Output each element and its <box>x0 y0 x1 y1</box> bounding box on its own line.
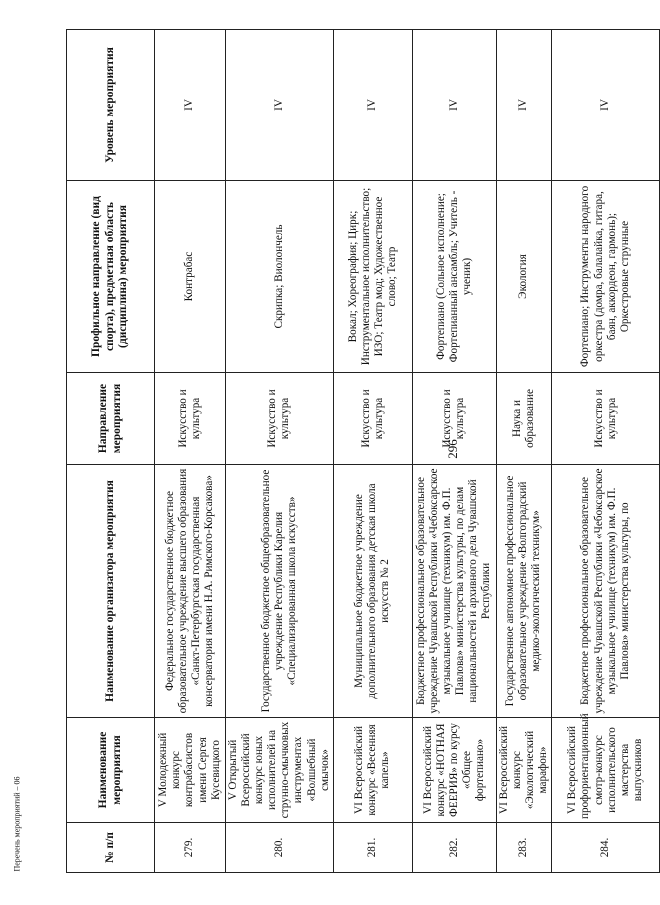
cell-event-name: V Молодежный конкурс контрабасистов имени Сергея Кусевицкого <box>155 718 226 823</box>
table-row <box>226 30 334 873</box>
cell-direction: Искусство и культура <box>412 373 496 465</box>
rotated-table-container <box>66 30 644 873</box>
cell-number: 281. <box>333 823 412 873</box>
cell-profile: Вокал; Хореография; Цирк; Инструментальное исполнительство; ИЗО; Театр мод; Художественное слово; Театр <box>333 181 412 373</box>
header-profile: Профильное направление (вид спорта), предметная область (дисциплина) мероприятия <box>67 181 155 373</box>
cell-direction: Искусство и культура <box>333 373 412 465</box>
cell-number: 282. <box>412 823 496 873</box>
cell-number: 280. <box>226 823 334 873</box>
cell-profile: Экология <box>496 181 551 373</box>
cell-direction: Искусство и культура <box>226 373 334 465</box>
cell-number: 283. <box>496 823 551 873</box>
cell-event-name: V Открытый Всероссийский конкурс юных исполнителей на струнно-смычковых инструментах «Волшебный смычок» <box>226 718 334 823</box>
table-header-row <box>67 30 155 873</box>
header-organizer: Наименование организатора мероприятия <box>67 465 155 718</box>
cell-event-name: VI Всероссийский конкурс «Весенняя капель» <box>333 718 412 823</box>
cell-profile: Контрабас <box>155 181 226 373</box>
header-event-name: Наименование мероприятия <box>67 718 155 823</box>
cell-level: IV <box>155 30 226 181</box>
cell-direction: Искусство и культура <box>552 373 660 465</box>
table-row <box>412 30 496 873</box>
cell-level: IV <box>552 30 660 181</box>
cell-organizer: Государственное бюджетное общеобразовательное учреждение Республики Карелия «Специализированная школа искусств» <box>226 465 334 718</box>
cell-event-name: VI Всероссийский конкурс «Экологический марафон» <box>496 718 551 823</box>
cell-organizer: Федеральное государственное бюджетное образовательное учреждение высшего образования «Санкт-Петербургская государственная консерватория имени Н.А. Римского-Корсакова» <box>155 465 226 718</box>
table-row <box>333 30 412 873</box>
cell-profile: Скрипка; Виолончель <box>226 181 334 373</box>
header-direction: Направление мероприятия <box>67 373 155 465</box>
cell-level: IV <box>333 30 412 181</box>
events-table <box>66 29 660 873</box>
cell-direction: Наука и образование <box>496 373 551 465</box>
cell-organizer: Муниципальное бюджетное учреждение дополнительного образования детская школа искусств № 2 <box>333 465 412 718</box>
cell-profile: Фортепиано; Инструменты народного оркестра (домра, балалайка, гитара, баян, аккордеон, гармонь); Оркестровые струнные <box>552 181 660 373</box>
cell-number: 284. <box>552 823 660 873</box>
cell-event-name: VI Всероссийский профориентационный смотр-конкурс исполнительского мастерства выпускников <box>552 718 660 823</box>
cell-organizer: Бюджетное профессиональное образовательное учреждение Чувашской Республики «Чебоксарское музыкальное училище (техникум) им. Ф.П. Павлова» министерства культуры, по <box>552 465 660 718</box>
cell-level: IV <box>226 30 334 181</box>
cell-event-name: VI Всероссийский конкурс «НОТНАЯ ФЕЕРИЯ» по курсу «Общее фортепиано» <box>412 718 496 823</box>
header-number: № п/п <box>67 823 155 873</box>
header-level: Уровень мероприятия <box>67 30 155 181</box>
cell-organizer: Бюджетное профессиональное образовательное учреждение Чувашской Республики «Чебоксарское музыкальное училище (техникум) им. Ф.П. Павлова» министерства культуры, по делам национальностей и архивного дела Чувашской Республики <box>412 465 496 718</box>
table-row <box>552 30 660 873</box>
cell-profile: Фортепиано (Сольное исполнение; Фортепианный ансамбль; Учитель - ученик) <box>412 181 496 373</box>
cell-level: IV <box>496 30 551 181</box>
table-row <box>155 30 226 873</box>
page-number: 296 <box>445 439 460 459</box>
cell-level: IV <box>412 30 496 181</box>
table-row <box>496 30 551 873</box>
cell-direction: Искусство и культура <box>155 373 226 465</box>
cell-organizer: Государственное автономное профессиональное образовательное учреждение «Волгоградский медико-экологический техникум» <box>496 465 551 718</box>
footer-note: Перечень мероприятий – 06 <box>12 776 22 872</box>
cell-number: 279. <box>155 823 226 873</box>
